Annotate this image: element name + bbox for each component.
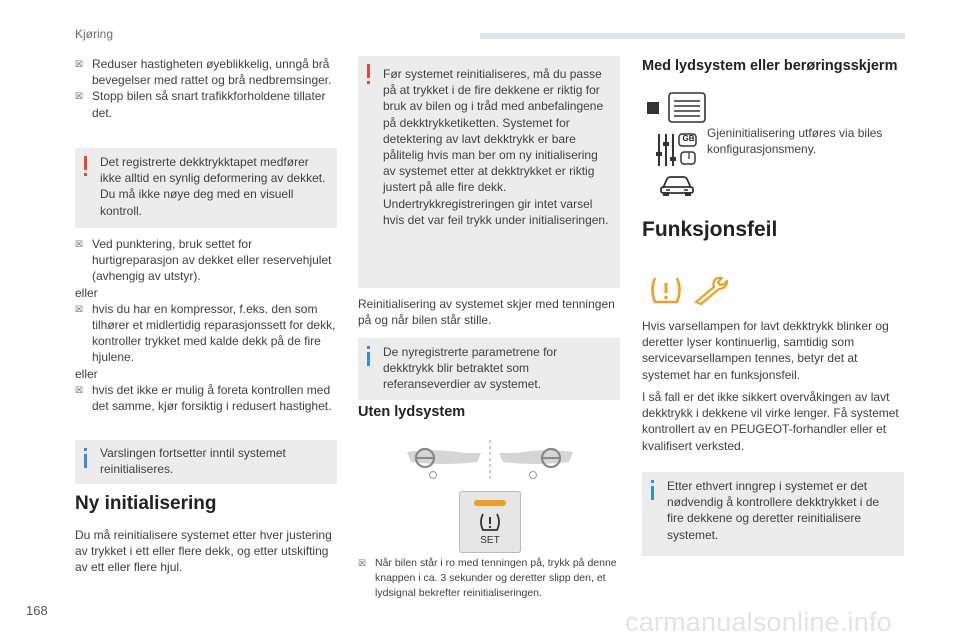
heading-funksjonsfeil: Funksjonsfeil bbox=[642, 218, 778, 241]
tyre-pressure-icon bbox=[478, 512, 502, 532]
info-text: De nyregistrerte parametrene for dekktrykk blir betraktet som referanseverdier av systemet. bbox=[383, 345, 558, 392]
section-label: Kjøring bbox=[75, 27, 114, 41]
bullet-marker-icon: ☒ bbox=[75, 59, 84, 69]
bullet-marker-icon: ☒ bbox=[358, 558, 367, 568]
bullet-item: ☒ Ved punktering, bruk settet for hurtigreparasjon av dekket eller reservehjulet (avhengig av utstyr). bbox=[75, 237, 332, 284]
info-box bbox=[358, 338, 620, 400]
bullet-marker-icon: ☒ bbox=[75, 239, 84, 249]
bullet-marker-icon: ☒ bbox=[75, 303, 84, 314]
bullet-item: ☒ hvis du har en kompressor, f.eks. den som tilhører et midlertidig reparasjonssett for dekk, kontroller trykket med kalde dekk på de fire hjulene. bbox=[75, 301, 336, 365]
column-1-bullets-a bbox=[75, 56, 337, 121]
button-indicator-led bbox=[474, 500, 506, 506]
bullet-marker-icon: ☒ bbox=[75, 91, 84, 102]
bullet-item: ☒ hvis det ikke er mulig å foreta kontrollen med det samme, kjør forsiktig i redusert hastighet. bbox=[75, 382, 332, 414]
caption bbox=[358, 556, 620, 601]
bullet-marker-icon: ☒ bbox=[75, 384, 84, 395]
body-text: I så fall er det ikke sikkert overvåkingen av lavt dekktrykk i dekkene vil virke lenger. Få systemet kontrollert av en PEUGEOT-forhandler eller et kvalifisert verksted. bbox=[642, 390, 899, 453]
warning-box bbox=[75, 148, 337, 228]
body-text: Du må reinitialisere systemet etter hver justering av trykket i ett eller flere dekk, og etter utskifting av ett eller flere hjul. bbox=[75, 528, 332, 575]
caption-bullet: ☒ Når bilen står i ro med tenningen på, trykk på denne knappen i ca. 3 sekunder og deretter slipp den, et lydsignal bekrefter reinitialiseringen. bbox=[358, 557, 617, 599]
left-steering-wheel-icon bbox=[407, 449, 481, 479]
car-icon bbox=[659, 173, 695, 197]
info-text: Etter ethvert inngrep i systemet er det nødvendig å kontrollere dekktrykket i de fire dekkene og deretter reinitialisere systemet. bbox=[667, 479, 880, 542]
warning-box bbox=[358, 56, 620, 288]
info-i-label: I bbox=[687, 152, 691, 161]
audio-system-icon bbox=[645, 92, 707, 124]
right-steering-wheel-icon bbox=[499, 449, 573, 479]
watermark: carmanualsonline.info bbox=[625, 607, 892, 637]
heading-uten-lydsystem: Uten lydsystem bbox=[358, 404, 466, 420]
or-text: eller bbox=[75, 366, 98, 381]
info-box bbox=[75, 440, 337, 484]
body-text: Hvis varsellampen for lavt dekktrykk blinker og deretter lyser kontinuerlig, samtidig som servicevarsellampen tennes, betyr det at systemet har en funksjonsfeil. bbox=[642, 319, 889, 382]
header-bar bbox=[480, 33, 905, 39]
heading-ny-initialisering: Ny initialisering bbox=[75, 493, 217, 514]
info-text: Varslingen fortsetter inntil systemet reinitialiseres. bbox=[100, 446, 286, 477]
warning-text: Det registrerte dekktrykktapet medfører ikke alltid en synlig deformering av dekket. Du må ikke nøye deg med en visuell kontroll. bbox=[100, 155, 326, 218]
info-icon bbox=[367, 346, 371, 368]
page-number: 168 bbox=[26, 603, 48, 618]
warning-lamps bbox=[648, 275, 738, 307]
steering-wheels-illustration bbox=[405, 438, 575, 484]
warning-icon bbox=[84, 156, 88, 178]
icon-description: Gjeninitialisering utføres via biles konfigurasjonsmeny. bbox=[707, 126, 883, 157]
body-text: Reinitialisering av systemet skjer med tenningen på og når bilen står stille. bbox=[358, 297, 615, 328]
column-1-bullets-b bbox=[75, 236, 337, 414]
bullet-item: ☒ Stopp bilen så snart trafikkforholdene tillater det. bbox=[75, 89, 326, 120]
or-text: eller bbox=[75, 285, 98, 300]
info-icon bbox=[84, 448, 88, 470]
set-button[interactable] bbox=[459, 491, 521, 553]
warning-icon bbox=[367, 64, 371, 86]
set-label: SET bbox=[480, 535, 500, 546]
warning-text: Før systemet reinitialiseres, må du passe på at trykket i de fire dekkene er riktig for bruk av bilen og i tråd med anbefalingene på dekktrykketiketten. Systemet for detektering av lavt dekktrykk er bare pålitelig hvis man ber om ny initialisering av systemet etter at dekktrykket er riktig justert på alle fire dekk. Undertrykkregistreringen gir intet varsel hvis det var feil trykk under initialiseringen. bbox=[383, 67, 609, 227]
language-gb-label: GB bbox=[682, 134, 695, 143]
info-icon bbox=[651, 480, 655, 502]
tyre-pressure-warning-lamp-icon bbox=[653, 278, 680, 302]
info-box bbox=[642, 472, 904, 556]
service-wrench-lamp-icon bbox=[696, 278, 727, 304]
bullet-item: ☒ Reduser hastigheten øyeblikkelig, unngå brå bevegelser med rattet og brå nedbremsinger. bbox=[75, 57, 332, 88]
heading-med-lydsystem: Med lydsystem eller berøringsskjerm bbox=[642, 58, 898, 74]
